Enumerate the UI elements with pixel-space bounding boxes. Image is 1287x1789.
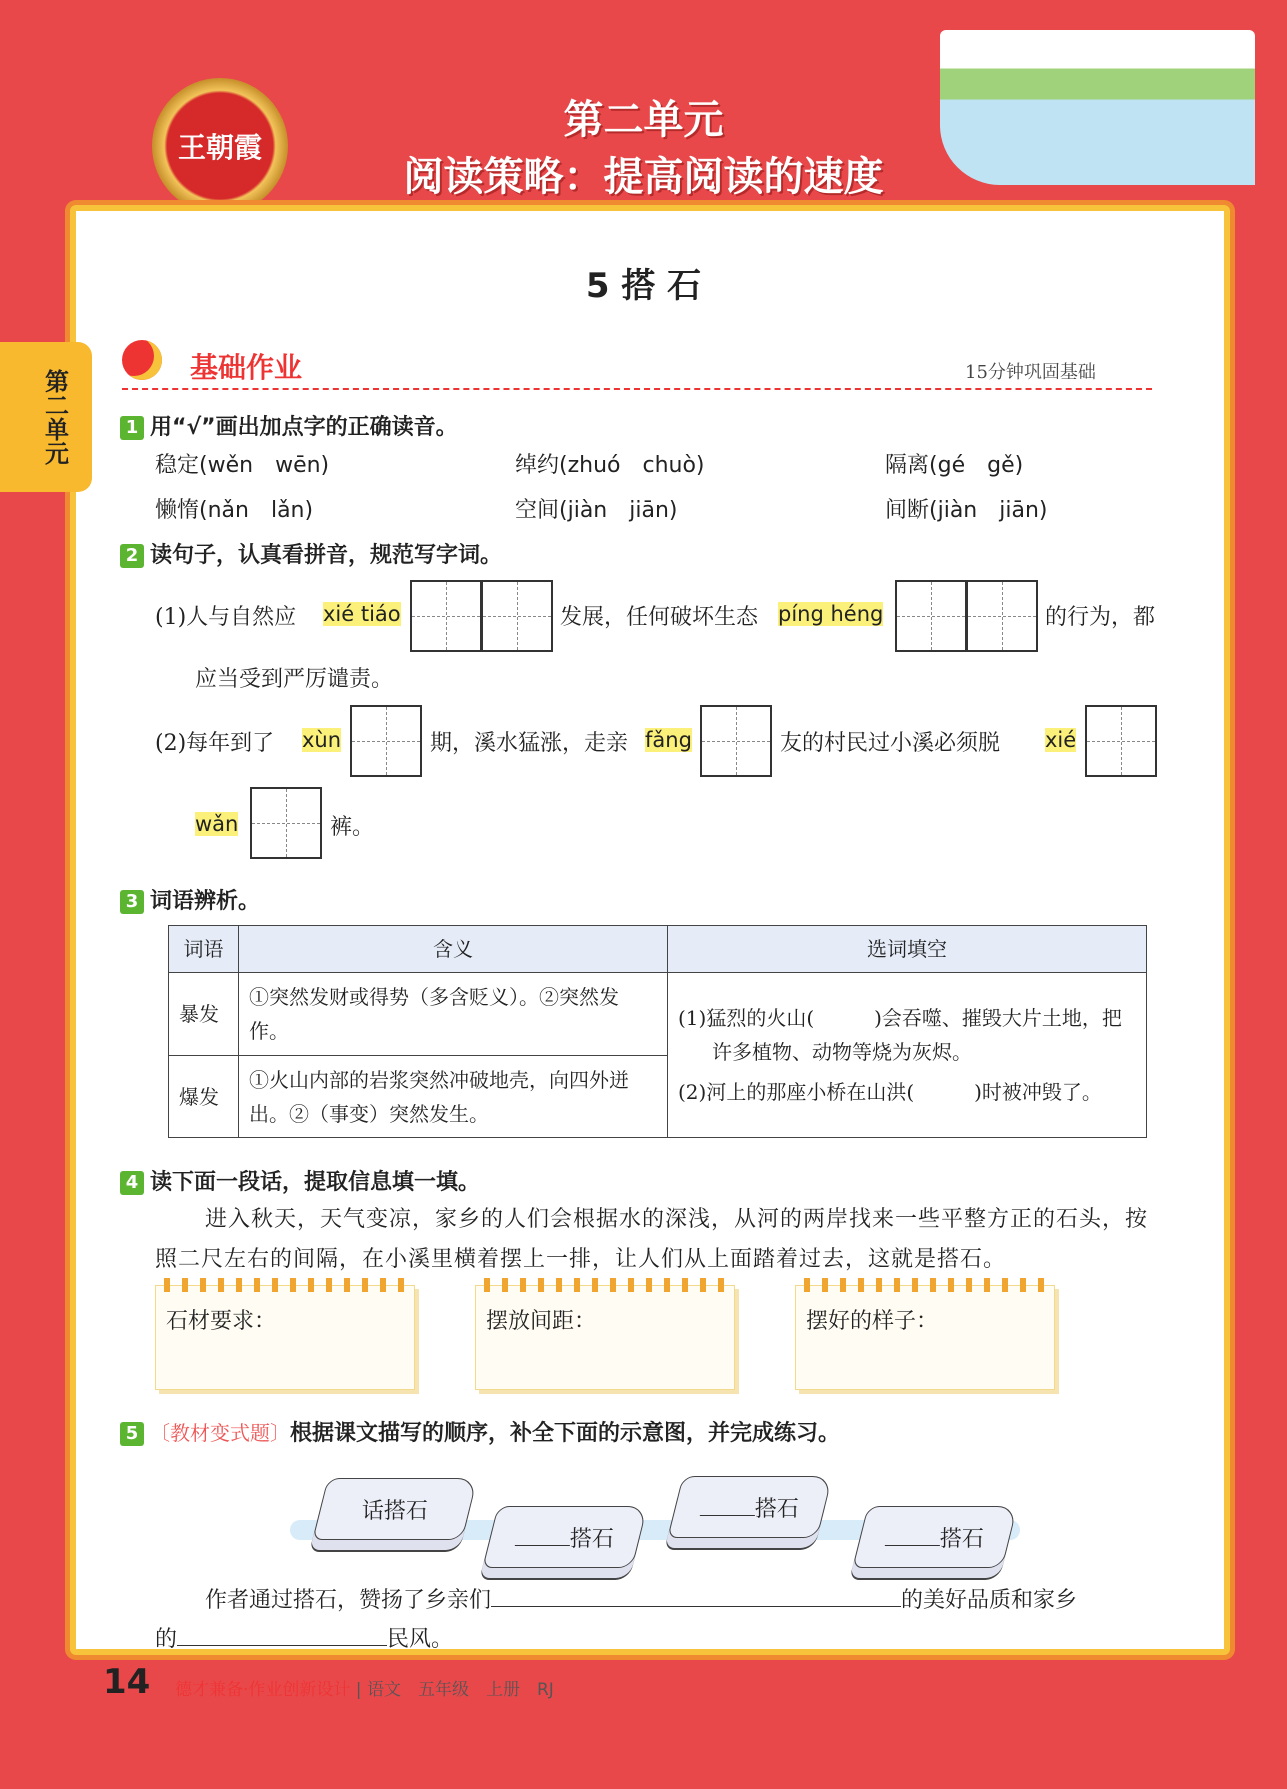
q5-tag: 〔教材变式题〕	[150, 1421, 290, 1445]
page-number: 14	[103, 1662, 151, 1702]
q2-s2-text: 裤。	[330, 815, 375, 840]
bulb-icon	[122, 340, 162, 380]
q4-prompt	[120, 1165, 480, 1196]
q1-item[interactable]: 绰约(zhuó chuò)	[515, 453, 705, 478]
lesson-title: 5 搭 石	[585, 266, 702, 306]
table-cell-word: 暴发	[169, 973, 239, 1056]
q2-s2-text: 友的村民过小溪必须脱	[780, 731, 1001, 756]
footer-text: 德才兼备·作业创新设计 | 语文 五年级 上册 RJ	[175, 1680, 554, 1700]
q1-item[interactable]: 隔离(gé gě)	[885, 453, 1024, 478]
pinyin-hint: fǎng	[645, 728, 692, 752]
q2-s2-text: (2)每年到了	[155, 731, 275, 756]
writing-box[interactable]	[350, 705, 422, 777]
section-note: 15分钟巩固基础	[965, 362, 1096, 383]
info-card[interactable]: 摆放间距：	[475, 1285, 735, 1390]
q3-text: 词语辨析。	[150, 889, 261, 914]
q1-item[interactable]: 间断(jiàn jiān)	[885, 498, 1048, 523]
q2-text: 读句子，认真看拼音，规范写字词。	[150, 543, 503, 568]
stone-diagram-item[interactable]: 搭石	[667, 1476, 832, 1538]
table-cell-meaning: ①火山内部的岩浆突然冲破地壳，向四外迸出。②（事变）突然发生。	[239, 1056, 668, 1138]
q1-prompt	[120, 410, 458, 441]
q1-text: 用“√”画出加点字的正确读音。	[150, 415, 458, 440]
q3-number: 3	[120, 890, 144, 914]
q2-s2-text: 期，溪水猛涨，走亲	[430, 731, 629, 756]
q5-number: 5	[120, 1422, 144, 1446]
writing-box[interactable]	[250, 787, 322, 859]
writing-box[interactable]	[966, 580, 1038, 652]
pinyin-hint: xié tiáo	[323, 602, 401, 626]
table-cell-fill[interactable]: (1)猛烈的火山( )会吞噬、摧毁大片土地，把许多植物、动物等烧为灰烬。 (2)河上的那座小桥在山洪( )时被冲毁了。	[668, 973, 1147, 1138]
q5-text: 根据课文描写的顺序，补全下面的示意图，并完成练习。	[290, 1421, 841, 1446]
unit-subtitle: 阅读策略：提高阅读的速度	[403, 154, 884, 200]
q1-item[interactable]: 懒惰(nǎn lǎn)	[155, 498, 314, 523]
info-card[interactable]: 摆好的样子：	[795, 1285, 1055, 1390]
q1-options	[155, 448, 1155, 524]
q4-passage: 进入秋天，天气变凉，家乡的人们会根据水的深浅，从河的两岸找来一些平整方正的石头，按照二尺左右的间隔，在小溪里横着摆上一排，让人们从上面踏着过去，这就是搭石。	[155, 1207, 1149, 1272]
logo-text: 王朝霞	[177, 131, 262, 164]
writing-box[interactable]	[700, 705, 772, 777]
pinyin-hint: xùn	[302, 728, 342, 752]
pinyin-hint: wǎn	[195, 812, 239, 836]
q4-number: 4	[120, 1171, 144, 1195]
unit-side-tab: 第二单元	[0, 342, 92, 492]
q2-prompt	[120, 538, 502, 569]
stone-diagram-item[interactable]: 搭石	[482, 1506, 647, 1568]
blank-line[interactable]	[177, 1645, 387, 1646]
q2-s1-text: 应当受到严厉谴责。	[195, 667, 394, 692]
col-header: 词语	[169, 926, 239, 973]
pinyin-hint: xié	[1045, 728, 1077, 752]
q2-number: 2	[120, 544, 144, 568]
section-title: 基础作业	[190, 351, 303, 384]
writing-box[interactable]	[1085, 705, 1157, 777]
section-divider	[122, 388, 1152, 390]
stone-diagram-item: 话搭石	[312, 1478, 477, 1540]
info-card[interactable]: 石材要求：	[155, 1285, 415, 1390]
blank-line[interactable]	[491, 1606, 901, 1607]
writing-box[interactable]	[410, 580, 482, 652]
q5-sentence: 的 民风。	[155, 1627, 454, 1652]
q5-prompt	[120, 1416, 840, 1447]
col-header: 选词填空	[668, 926, 1147, 973]
writing-box[interactable]	[481, 580, 553, 652]
q5-sentence: 作者通过搭石，赞扬了乡亲们 的美好品质和家乡	[205, 1588, 1078, 1613]
river-illustration	[940, 30, 1255, 185]
unit-title: 第二单元	[563, 97, 724, 143]
pinyin-hint: píng héng	[778, 602, 884, 626]
q1-item[interactable]: 稳定(wěn wēn)	[155, 453, 330, 478]
q1-item[interactable]: 空间(jiàn jiān)	[515, 498, 678, 523]
q2-s1-text: 发展，任何破坏生态	[560, 605, 759, 630]
q2-s1-text: 的行为，都	[1045, 605, 1156, 630]
word-table	[168, 925, 1147, 1138]
q1-number: 1	[120, 416, 144, 440]
table-cell-meaning: ①突然发财或得势（多含贬义）。②突然发作。	[239, 973, 668, 1056]
stone-diagram-item[interactable]: 搭石	[852, 1506, 1017, 1568]
table-cell-word: 爆发	[169, 1056, 239, 1138]
col-header: 含义	[239, 926, 668, 973]
writing-box[interactable]	[895, 580, 967, 652]
q2-s1-text: (1)人与自然应	[155, 605, 297, 630]
q3-prompt	[120, 884, 260, 915]
q4-text: 读下面一段话，提取信息填一填。	[150, 1170, 481, 1195]
